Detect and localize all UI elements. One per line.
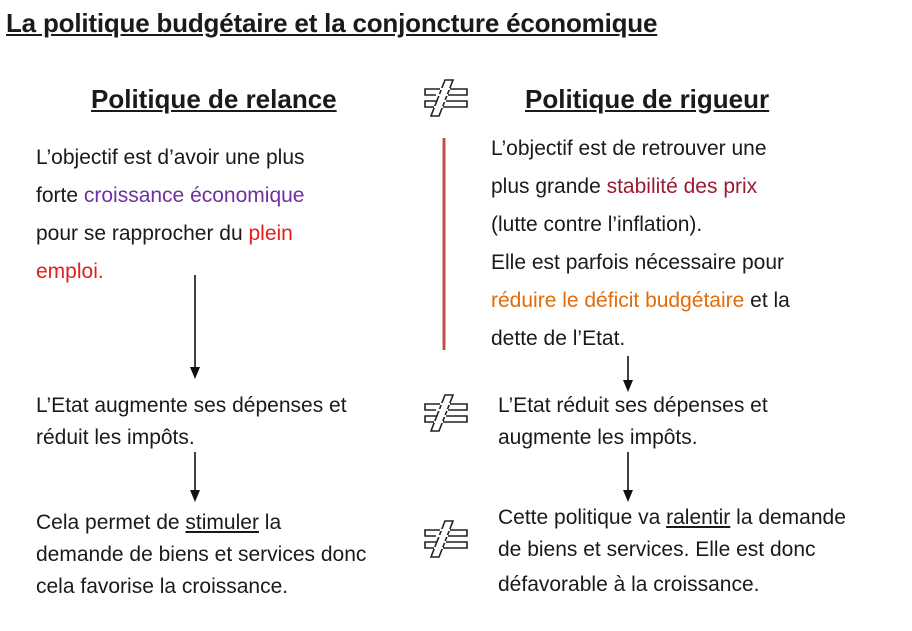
highlight-full-employment: emploi.: [36, 260, 104, 283]
right-action-line: L’Etat réduit ses dépenses et: [498, 394, 768, 417]
not-equal-icon: [421, 518, 471, 560]
left-action-line: réduit les impôts.: [36, 426, 195, 449]
text-span: et la: [744, 289, 790, 312]
text-span: forte: [36, 184, 84, 207]
right-effect-line: défavorable à la croissance.: [498, 573, 760, 596]
text-span: Cette politique va: [498, 506, 667, 529]
left-objective: [36, 139, 396, 291]
page-title: La politique budgétaire et la conjoncture économique: [6, 8, 658, 38]
left-objective-line: [36, 177, 396, 215]
down-arrow-icon: [188, 452, 202, 504]
down-arrow-icon: [621, 356, 635, 394]
not-equal-icon: [421, 392, 471, 434]
left-effect: [36, 507, 426, 603]
highlight-full-employment: plein: [248, 222, 293, 245]
left-heading: Politique de relance: [91, 84, 337, 114]
left-action-line: L’Etat augmente ses dépenses et: [36, 394, 347, 417]
right-objective-line: [491, 282, 891, 320]
not-equal-icon: [421, 78, 471, 118]
right-action: [498, 390, 878, 454]
right-objective-line: Elle est parfois nécessaire pour: [491, 251, 784, 274]
left-effect-line: [36, 507, 426, 539]
left-effect-line: cela favorise la croissance.: [36, 575, 289, 598]
text-span: pour se rapprocher du: [36, 222, 249, 245]
keyword-stimulate: stimuler: [185, 511, 259, 534]
down-arrow-icon: [188, 275, 202, 381]
right-objective-line: (lutte contre l’inflation).: [491, 213, 703, 236]
right-effect: [498, 502, 908, 604]
text-span: la: [258, 511, 282, 534]
highlight-growth: croissance économique: [83, 184, 305, 207]
highlight-deficit: réduire le déficit budgétaire: [491, 289, 745, 312]
right-objective-line: [491, 168, 891, 206]
right-effect-line: de biens et services. Elle est donc: [498, 538, 816, 561]
right-objective: [491, 130, 891, 358]
keyword-slow-down: ralentir: [666, 506, 731, 529]
right-objective-line: dette de l’Etat.: [491, 327, 626, 350]
left-effect-line: demande de biens et services donc: [36, 543, 367, 566]
left-objective-line: L’objectif est d’avoir une plus: [36, 146, 305, 169]
right-action-line: augmente les impôts.: [498, 426, 698, 449]
column-divider: [441, 138, 447, 352]
down-arrow-icon: [621, 452, 635, 504]
highlight-price-stability: stabilité des prix: [606, 175, 758, 198]
text-span: Cela permet de: [36, 511, 186, 534]
right-objective-line: L’objectif est de retrouver une: [491, 137, 767, 160]
left-action: [36, 390, 416, 454]
text-span: la demande: [730, 506, 846, 529]
right-effect-line: [498, 502, 908, 534]
left-objective-line: [36, 215, 396, 253]
right-heading: Politique de rigueur: [525, 84, 770, 114]
text-span: plus grande: [491, 175, 607, 198]
